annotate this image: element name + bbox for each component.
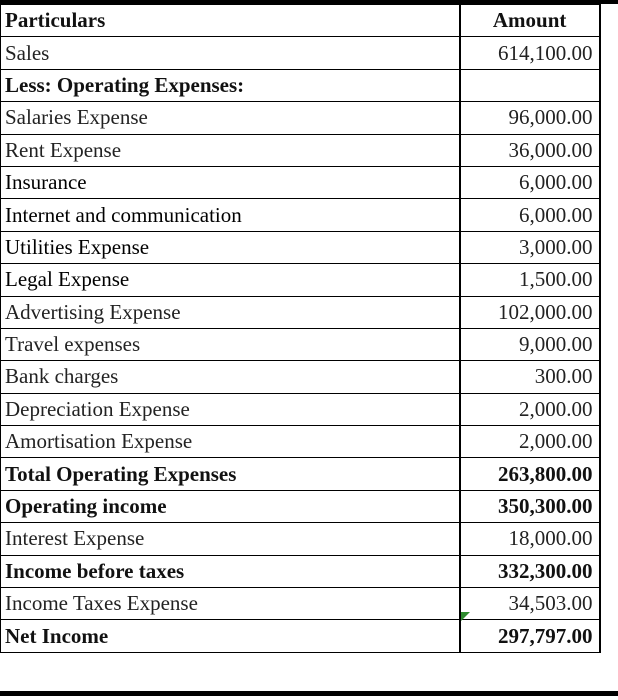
header-row — [1, 5, 618, 37]
particulars-cell[interactable]: Travel expenses — [1, 328, 460, 360]
amount-cell[interactable]: 263,800.00 — [460, 458, 600, 490]
particulars-cell[interactable]: Income Taxes Expense — [1, 588, 460, 620]
particulars-cell[interactable]: Advertising Expense — [1, 296, 460, 328]
spacer-cell — [600, 231, 618, 263]
spacer-cell — [600, 361, 618, 393]
spacer-cell — [600, 555, 618, 587]
amount-cell[interactable]: 36,000.00 — [460, 134, 600, 166]
particulars-cell[interactable]: Total Operating Expenses — [1, 458, 460, 490]
particulars-cell[interactable]: Salaries Expense — [1, 102, 460, 134]
amount-cell[interactable]: 2,000.00 — [460, 426, 600, 458]
row-total-operating-expenses — [1, 458, 618, 490]
row-interest-expense — [1, 523, 618, 555]
row-internet-and-communication — [1, 199, 618, 231]
particulars-cell[interactable]: Legal Expense — [1, 264, 460, 296]
spacer-cell — [600, 134, 618, 166]
amount-cell[interactable]: 2,000.00 — [460, 393, 600, 425]
particulars-cell[interactable]: Sales — [1, 37, 460, 69]
particulars-cell[interactable]: Internet and communication — [1, 199, 460, 231]
row-depreciation-expense — [1, 393, 618, 425]
bottom-border-rule — [0, 691, 618, 696]
header-amount-cell[interactable]: Amount — [460, 5, 600, 37]
row-sales — [1, 37, 618, 69]
amount-cell[interactable]: 6,000.00 — [460, 166, 600, 198]
row-net-income — [1, 620, 618, 652]
row-operating-income — [1, 490, 618, 522]
particulars-cell[interactable]: Bank charges — [1, 361, 460, 393]
amount-cell[interactable]: 332,300.00 — [460, 555, 600, 587]
row-legal-expense — [1, 264, 618, 296]
row-utilities-expense — [1, 231, 618, 263]
spacer-cell — [600, 102, 618, 134]
row-insurance — [1, 166, 618, 198]
amount-cell[interactable]: 300.00 — [460, 361, 600, 393]
row-income-taxes-expense — [1, 588, 618, 620]
amount-cell[interactable]: 350,300.00 — [460, 490, 600, 522]
spacer-cell — [600, 264, 618, 296]
particulars-cell[interactable]: Rent Expense — [1, 134, 460, 166]
spacer-cell — [600, 458, 618, 490]
spacer-cell — [600, 166, 618, 198]
income-statement-table — [0, 4, 618, 653]
spacer-cell — [600, 5, 618, 37]
row-amortisation-expense — [1, 426, 618, 458]
amount-cell[interactable]: 3,000.00 — [460, 231, 600, 263]
amount-cell[interactable]: 6,000.00 — [460, 199, 600, 231]
header-particulars-cell[interactable]: Particulars — [1, 5, 460, 37]
row-bank-charges — [1, 361, 618, 393]
spacer-cell — [600, 523, 618, 555]
particulars-cell[interactable]: Utilities Expense — [1, 231, 460, 263]
amount-cell[interactable]: 1,500.00 — [460, 264, 600, 296]
spacer-cell — [600, 199, 618, 231]
amount-cell[interactable]: 9,000.00 — [460, 328, 600, 360]
amount-cell[interactable]: 34,503.00 — [460, 588, 600, 620]
row-travel-expenses — [1, 328, 618, 360]
spacer-cell — [600, 426, 618, 458]
particulars-cell[interactable]: Insurance — [1, 166, 460, 198]
amount-cell[interactable]: 297,797.00 — [460, 620, 600, 652]
particulars-cell[interactable]: Net Income — [1, 620, 460, 652]
row-advertising-expense — [1, 296, 618, 328]
spacer-cell — [600, 69, 618, 101]
particulars-cell[interactable]: Income before taxes — [1, 555, 460, 587]
particulars-cell[interactable]: Operating income — [1, 490, 460, 522]
spacer-cell — [600, 620, 618, 652]
spacer-cell — [600, 296, 618, 328]
amount-cell[interactable] — [460, 69, 600, 101]
row-less-operating-expenses — [1, 69, 618, 101]
amount-cell[interactable]: 96,000.00 — [460, 102, 600, 134]
spacer-cell — [600, 328, 618, 360]
spacer-cell — [600, 393, 618, 425]
spacer-cell — [600, 588, 618, 620]
particulars-cell[interactable]: Amortisation Expense — [1, 426, 460, 458]
cell-error-indicator-icon — [461, 612, 470, 621]
particulars-cell[interactable]: Depreciation Expense — [1, 393, 460, 425]
row-rent-expense — [1, 134, 618, 166]
spacer-cell — [600, 490, 618, 522]
amount-cell[interactable]: 18,000.00 — [460, 523, 600, 555]
row-income-before-taxes — [1, 555, 618, 587]
spacer-cell — [600, 37, 618, 69]
particulars-cell[interactable]: Less: Operating Expenses: — [1, 69, 460, 101]
amount-cell[interactable]: 614,100.00 — [460, 37, 600, 69]
amount-cell[interactable]: 102,000.00 — [460, 296, 600, 328]
particulars-cell[interactable]: Interest Expense — [1, 523, 460, 555]
row-salaries-expense — [1, 102, 618, 134]
